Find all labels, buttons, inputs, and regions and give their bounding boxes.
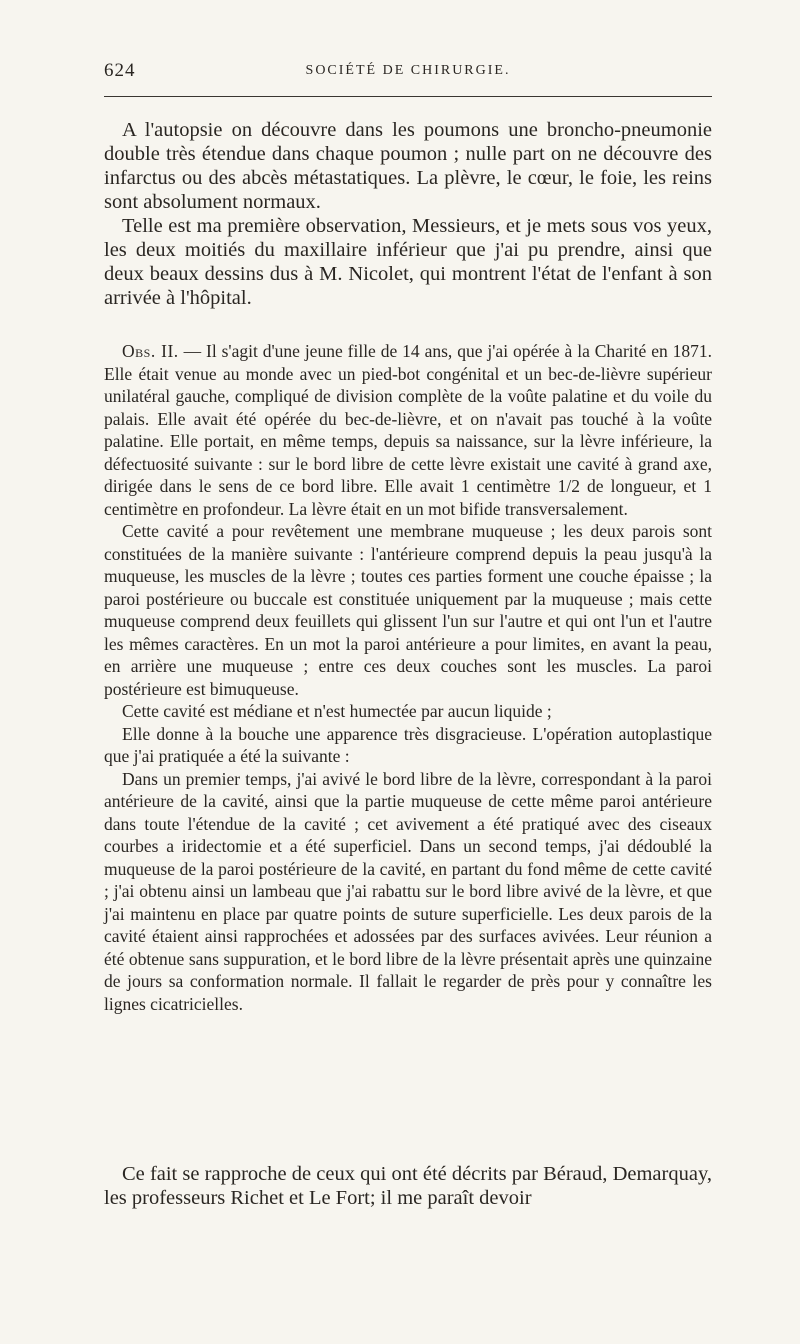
autopsy-paragraph: A l'autopsie on découvre dans les poumons une broncho-pneumonie double très étendue dans chaque poumon ; nulle part on ne découvre des infarctus ou des abcès métastatiques. La plèvre, le cœur, le foie, les reins sont absolument normaux. bbox=[104, 119, 712, 213]
closing-paragraph: Ce fait se rapproche de ceux qui ont été décrits par Béraud, Demarquay, les professeurs Richet et Le Fort; il me paraît devoir bbox=[104, 1163, 712, 1209]
opening-section bbox=[104, 118, 712, 310]
cavity-description-paragraph: Cette cavité a pour revêtement une membrane muqueuse ; les deux parois sont constituées de la manière suivante : l'antérieure comprend depuis la peau jusqu'à la muqueuse, les muscles de la lèvre ; toutes ces parties forment une couche épaisse ; la paroi postérieure ou buccale est constituée uniquement par la muqueuse ; mais cette muqueuse comprend deux feuillets qui glissent l'un sur l'autre et qui ont l'un et l'autre les mêmes caractères. En un mot la paroi antérieure a pour limites, en avant la peau, en arrière une muqueuse ; entre ces deux couches sont les muscles. La paroi postérieure est bimuqueuse. bbox=[104, 521, 712, 699]
first-observation-closing-paragraph: Telle est ma première observation, Messieurs, et je mets sous vos yeux, les deux moitiés du maxillaire inférieur que j'ai pu prendre, ainsi que deux beaux dessins dus à M. Nicolet, qui montrent l'état de l'enfant à son arrivée à l'hôpital. bbox=[104, 215, 712, 309]
operation-details-paragraph: Dans un premier temps, j'ai avivé le bord libre de la lèvre, correspondant à la paroi antérieure de la cavité, ainsi que la partie muqueuse de cette même paroi antérieure dans toute l'étendue de la cavité ; cet avivement a été pratiqué avec des ciseaux courbes a iridectomie et a été superficiel. Dans un second temps, j'ai dédoublé la muqueuse de la paroi postérieure de la cavité, en partant du fond même de cette cavité ; j'ai obtenu ainsi un lambeau que j'ai rabattu sur le bord libre avivé de la lèvre, et que j'ai maintenu en place par quatre points de suture superficielle. Les deux parois de la cavité étaient ainsi rapprochées et adossées par des surfaces avivées. Leur réunion a été obtenue sans suppuration, et le bord libre de la lèvre présentait après une quinzaine de jours sa conformation normale. Il fallait le regarder de près pour y connaître les lignes cicatricielles. bbox=[104, 768, 712, 1014]
page-header bbox=[104, 60, 712, 86]
observation-ii-section bbox=[104, 340, 712, 1015]
observation-label: Obs. II. bbox=[122, 341, 179, 361]
running-title: SOCIÉTÉ DE CHIRURGIE. bbox=[305, 63, 511, 78]
observation-first-paragraph-text: — Il s'agit d'une jeune fille de 14 ans, que j'ai opérée à la Charité en 1871. Elle était venue au monde avec un pied-bot congénital et un bec-de-lièvre supérieur unilatéral gauche, compliqué de division complète de la voûte palatine et du voile du palais. Elle avait été opérée du bec-de-lièvre, et on n'avait pas touché à la voûte palatine. Elle portait, en même temps, depuis sa naissance, sur la lèvre inférieure, la défectuosité suivante : sur le bord libre de cette lèvre existait une cavité à grand axe, dirigée dans le sens de ce bord libre. Elle avait 1 centimètre 1/2 de longueur, et 1 centimètre en profondeur. La lèvre était en un mot bifide transversalement. bbox=[104, 341, 713, 519]
operation-intro-paragraph: Elle donne à la bouche une apparence très disgracieuse. L'opération autoplastique que j'ai pratiquée a été la suivante : bbox=[104, 723, 712, 766]
header-rule bbox=[104, 96, 712, 97]
observation-first-paragraph bbox=[104, 340, 712, 520]
closing-section bbox=[104, 1162, 712, 1210]
cavity-median-paragraph: Cette cavité est médiane et n'est humectée par aucun liquide ; bbox=[122, 701, 552, 721]
page-number: 624 bbox=[104, 60, 136, 81]
